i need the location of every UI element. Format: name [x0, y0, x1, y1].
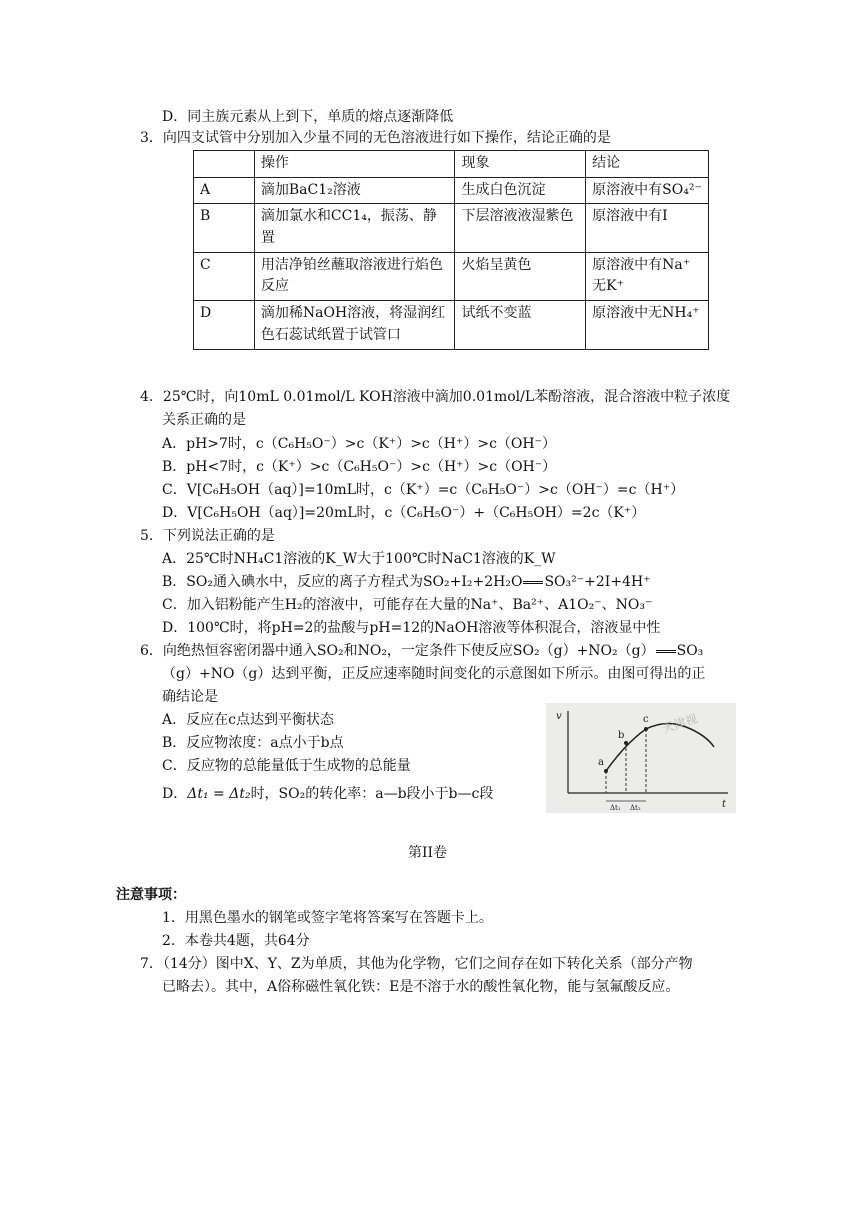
- q2-option-d: D．同主族元素从上到下，单质的熔点逐渐降低: [162, 109, 454, 125]
- row-conclusion: 原溶液中有SO₄²⁻: [586, 177, 709, 204]
- notes-item-2: 2．本卷共4题，共64分: [162, 933, 310, 949]
- q6-option-d: [162, 784, 493, 804]
- point-a-marker: [604, 769, 608, 773]
- notes-heading: 注意事项：: [116, 887, 186, 903]
- q7-line2: 已略去）。其中，A俗称磁性氧化铁：E是不溶于水的酸性氧化物，能与氢氟酸反应。: [162, 979, 680, 995]
- point-c-marker: [644, 727, 648, 731]
- point-b-marker: [624, 741, 628, 745]
- row-phenomenon: 火焰呈黄色: [455, 252, 586, 300]
- q5-option-b-right: SO₃²⁻+2I+4H⁺: [544, 574, 651, 590]
- q4-stem-line1: 4．25℃时，向10mL 0.01mol/L KOH溶液中滴加0.01mol/L苯酚溶液，混合溶液中粒子浓度: [140, 389, 731, 405]
- q5-stem: 5．下列说法正确的是: [140, 528, 275, 544]
- header-cell: 现象: [455, 151, 586, 178]
- interval-label-1: Δt₁: [610, 804, 621, 812]
- section-2-title: 第II卷: [408, 845, 448, 861]
- table-row: [194, 177, 709, 204]
- row-phenomenon: 生成白色沉淀: [455, 177, 586, 204]
- q4-option-d: D．V[C₆H₅OH（aq）]=20mL时，c（C₆H₅O⁻）+（C₆H₅OH）=2c（K⁺）: [162, 505, 646, 521]
- table-row: [194, 252, 709, 300]
- row-phenomenon: 下层溶液液湿紫色: [455, 204, 586, 252]
- row-conclusion: 原溶液中有Na⁺无K⁺: [586, 252, 709, 300]
- watermark-text: 天津视: [660, 711, 700, 736]
- row-label: B: [194, 204, 255, 252]
- q6-stem-line1-left: 6．向绝热恒容密闭器中通入SO₂和NO₂，一定条件下使反应SO₂（g）+NO₂（g）: [140, 643, 655, 659]
- row-label: D: [194, 301, 255, 349]
- row-operation: 滴加BaC1₂溶液: [254, 177, 455, 204]
- q5-option-b: [162, 572, 651, 592]
- q6-option-d-text: 时，SO₂的转化率：a—b段小于b—c段: [250, 786, 494, 802]
- reaction-rate-figure: [546, 703, 736, 813]
- point-a-label: a: [598, 757, 604, 768]
- q6-stem-line1: [140, 641, 703, 661]
- header-cell: 结论: [586, 151, 709, 178]
- table-header-row: [194, 151, 709, 178]
- point-c-label: c: [643, 714, 649, 725]
- rate-time-graph: [546, 703, 736, 813]
- q4-option-c: C．V[C₆H₅OH（aq）]=10mL时，c（K⁺）=c（C₆H₅O⁻）>c（OH⁻）=c（H⁺）: [162, 482, 685, 498]
- q7-line1: 7．（14分）图中X、Y、Z为单质，其他为化学物，它们之间存在如下转化关系（部分产物: [140, 956, 693, 972]
- q6-option-d-math: Δt₁ = Δt₂: [187, 786, 251, 802]
- q6-stem-line1-right: SO₃: [676, 643, 704, 659]
- row-operation: 滴加氯水和CC1₄，振荡、静置: [254, 204, 455, 252]
- row-label: C: [194, 252, 255, 300]
- row-conclusion: 原溶液中无NH₄⁺: [586, 301, 709, 349]
- q6-stem-line3: 确结论是: [162, 689, 218, 705]
- row-phenomenon: 试纸不变蓝: [455, 301, 586, 349]
- q5-option-d: D．100℃时，将pH=2的盐酸与pH=12的NaOH溶液等体积混合，溶液显中性: [162, 620, 661, 636]
- equals-sign: [523, 581, 543, 584]
- q6-option-d-label: D．: [162, 786, 188, 802]
- q6-option-c: C．反应物的总能量低于生成物的总能量: [162, 758, 411, 774]
- q4-option-a: A．pH>7时，c（C₆H₅O⁻）>c（K⁺）>c（H⁺）>c（OH⁻）: [162, 436, 557, 452]
- q6-option-b: B．反应物浓度：a点小于b点: [162, 735, 344, 751]
- q5-option-b-left: B．SO₂通入碘水中，反应的离子方程式为SO₂+I₂+2H₂O: [162, 574, 523, 590]
- row-label: A: [194, 177, 255, 204]
- q6-option-a: A．反应在c点达到平衡状态: [162, 712, 334, 728]
- row-conclusion: 原溶液中有I: [586, 204, 709, 252]
- table-row: [194, 301, 709, 349]
- row-operation: 用洁净铂丝蘸取溶液进行焰色反应: [254, 252, 455, 300]
- row-operation: 滴加稀NaOH溶液，将湿润红色石蕊试纸置于试管口: [254, 301, 455, 349]
- q3-stem: 3．向四支试管中分别加入少量不同的无色溶液进行如下操作，结论正确的是: [140, 130, 611, 146]
- point-b-label: b: [618, 730, 625, 741]
- equals-sign: [656, 650, 676, 653]
- q5-option-a: A．25℃时NH₄C1溶液的K_W大于100℃时NaC1溶液的K_W: [162, 551, 556, 567]
- notes-item-1: 1．用黑色墨水的钢笔或签字笔将答案写在答题卡上。: [162, 910, 493, 926]
- header-cell: [194, 151, 255, 178]
- table-row: [194, 204, 709, 252]
- q3-table: [193, 150, 709, 350]
- x-axis-label: t: [722, 799, 727, 810]
- interval-label-2: Δt₂: [630, 804, 641, 812]
- y-axis-label: v: [556, 711, 562, 722]
- q4-stem-line2: 关系正确的是: [162, 412, 246, 428]
- q5-option-c: C．加入铝粉能产生H₂的溶液中，可能存在大量的Na⁺、Ba²⁺、A1O₂⁻、NO₃⁻: [162, 597, 653, 613]
- q6-stem-line2: （g）+NO（g）达到平衡，正反应速率随时间变化的示意图如下所示。由图可得出的正: [162, 666, 706, 682]
- q4-option-b: B．pH<7时，c（K⁺）>c（C₆H₅O⁻）>c（H⁺）>c（OH⁻）: [162, 459, 557, 475]
- header-cell: 操作: [254, 151, 455, 178]
